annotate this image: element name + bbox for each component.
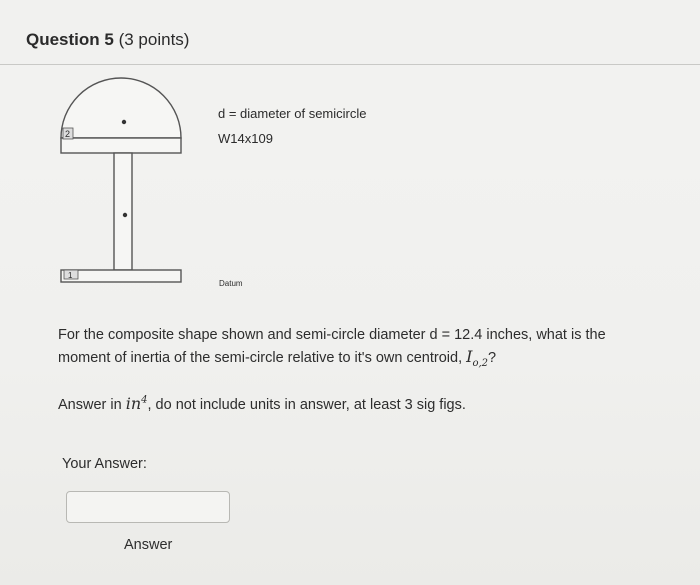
diameter-label: d = diameter of semicircle — [218, 106, 367, 121]
top-flange — [61, 138, 181, 153]
question-header — [0, 0, 700, 65]
part-2-label: 2 — [65, 129, 71, 139]
section-label: W14x109 — [218, 131, 273, 146]
prompt-line-1: For the composite shape shown and semi-circle diameter d = 12.4 inches, what is the — [58, 327, 606, 343]
composite-shape-figure — [0, 70, 420, 300]
moment-symbol: $I_{o,2}$ — [466, 347, 489, 370]
part-2-marker — [63, 128, 73, 139]
datum-label: Datum — [219, 279, 243, 288]
answer-input[interactable] — [66, 491, 230, 523]
answer-caption: Answer — [124, 537, 173, 553]
part-1-marker — [64, 270, 78, 280]
prompt-line-2: moment of inertia of the semi-circle relative to it's own centroid, $I_{o,2}$? — [58, 347, 497, 370]
question-prompt — [58, 324, 678, 375]
part-1-label: 1 — [68, 271, 73, 280]
section-centroid-dot — [123, 213, 127, 217]
semicircle-centroid-dot — [122, 120, 126, 124]
web — [114, 153, 132, 270]
answer-instructions: Answer in $in^4$, do not include units in answer, at least 3 sig figs. — [58, 394, 466, 413]
your-answer-label: Your Answer: — [62, 456, 147, 472]
units-symbol: $in^4$ — [125, 394, 148, 413]
question-title: Question 5 (3 points) — [26, 30, 190, 49]
semicircle-shape — [61, 78, 181, 138]
bottom-flange — [61, 270, 181, 282]
